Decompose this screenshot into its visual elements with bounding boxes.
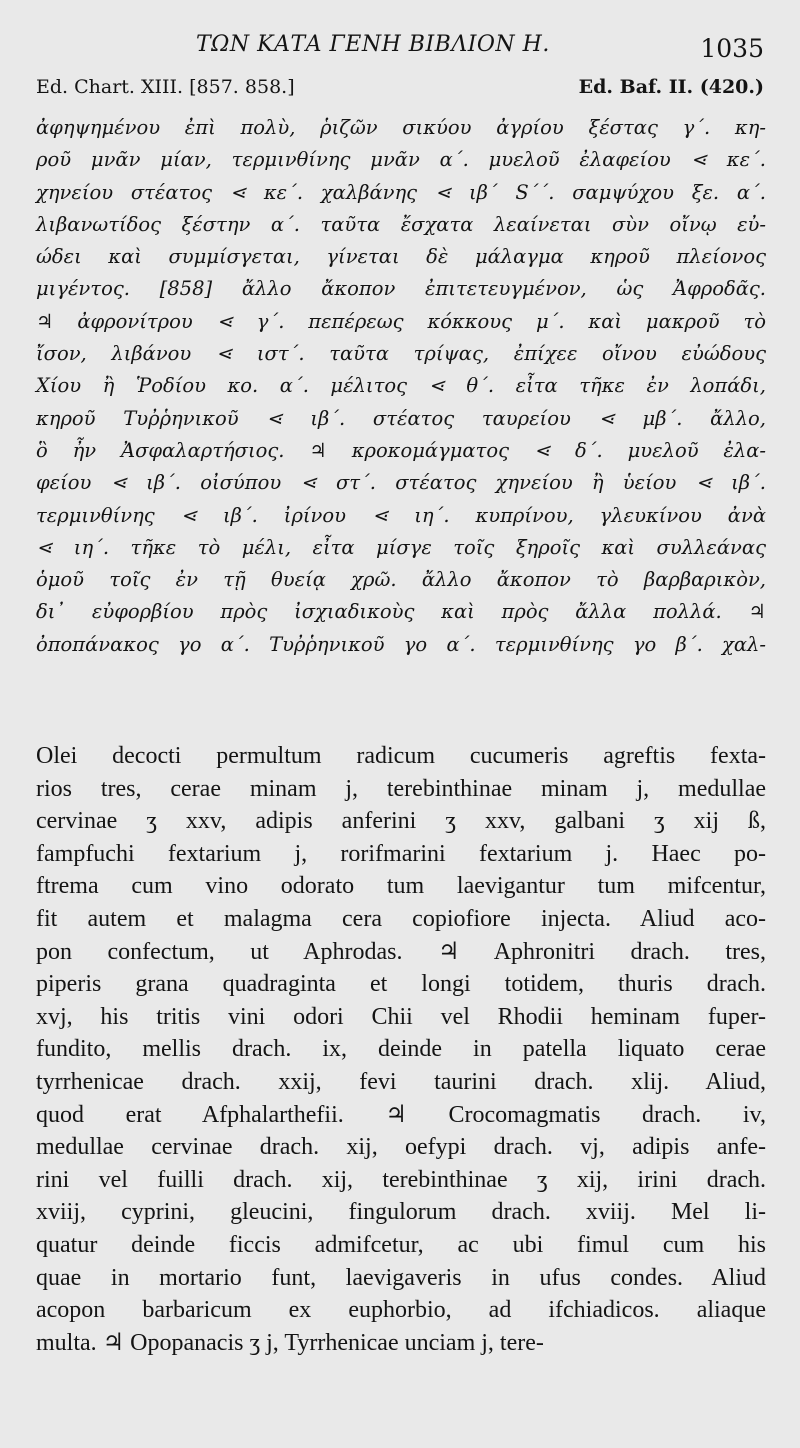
latin-line: medullae cervinae drach. xij, oefypi drach. vj, adipis anfe- — [36, 1134, 766, 1161]
latin-line: fundito, mellis drach. ix, deinde in patella liquato cerae — [36, 1036, 766, 1063]
greek-line: κηροῦ Τυῤῥηνικοῦ ⋖ ιβ΄. στέατος ταυρείου ⋖ μβ΄. ἄλλο, — [36, 406, 766, 430]
latin-line: xvj, his tritis vini odori Chii vel Rhodii heminam fuper- — [36, 1003, 766, 1030]
page-number: 1035 — [700, 34, 764, 63]
running-head-title: ΤΩΝ ΚΑΤΑ ΓΕΝΗ ΒΙΒΛΙΟΝ Η. — [196, 32, 550, 57]
greek-line: ἴσον, λιβάνου ⋖ ιστ΄. ταῦτα τρίψας, ἐπίχεε οἴνου εὐώδους — [36, 342, 766, 366]
greek-line: φείου ⋖ ιβ΄. οἰσύπου ⋖ στ΄. στέατος χηνείου ἢ ὑείου ⋖ ιβ΄. — [36, 471, 766, 495]
latin-line: cervinae ʒ xxv, adipis anferini ʒ xxv, galbani ʒ xij ß, — [36, 808, 766, 835]
edition-reference-line — [36, 76, 764, 106]
latin-line: quod erat Afphalarthefii. ♃ Crocomagmatis drach. iv, — [36, 1101, 766, 1128]
greek-line: ὃ ἦν Ἀσφαλαρτήσιος. ♃ κροκομάγματος ⋖ δ΄. μυελοῦ ἐλα- — [36, 438, 766, 462]
latin-line: xviij, cyprini, gleucini, fingulorum drach. xviij. Mel li- — [36, 1199, 766, 1226]
latin-line: quae in mortario funt, laevigaveris in ufus condes. Aliud — [36, 1264, 766, 1291]
greek-line: ὁμοῦ τοῖς ἐν τῇ θυείᾳ χρῶ. ἄλλο ἄκοπον τὸ βαρβαρικὸν, — [36, 568, 766, 592]
latin-line: tyrrhenicae drach. xxij, fevi taurini drach. xlij. Aliud, — [36, 1068, 766, 1095]
greek-text-block — [36, 112, 766, 661]
latin-line: fit autem et malagma cera copiofiore injecta. Aliud aco- — [36, 905, 766, 932]
greek-line: δι᾽ εὐφορβίου πρὸς ἰσχιαδικοὺς καὶ πρὸς ἄλλα πολλά. ♃ — [36, 600, 766, 624]
latin-line: quatur deinde ficcis admifcetur, ac ubi fimul cum his — [36, 1231, 766, 1258]
latin-line: ftrema cum vino odorato tum laevigantur tum mifcentur, — [36, 873, 766, 900]
latin-line: acopon barbaricum ex euphorbio, ad ifchiadicos. aliaque — [36, 1297, 766, 1324]
latin-line: multa. ♃ Opopanacis ʒ j, Tyrrhenicae unciam j, tere- — [36, 1329, 544, 1356]
latin-text-block — [36, 740, 766, 1359]
running-head — [0, 30, 800, 70]
latin-line: Olei decocti permultum radicum cucumeris agreftis fexta- — [36, 743, 766, 769]
greek-line: Χίου ἢ Ῥοδίου κο. α΄. μέλιτος ⋖ θ΄. εἶτα τῆκε ἐν λοπάδι, — [36, 374, 766, 398]
edition-chart-reference: Ed. Chart. XIII. [857. 858.] — [36, 76, 295, 98]
greek-line: ⋖ ιη΄. τῆκε τὸ μέλι, εἶτα μίσγε τοῖς ξηροῖς καὶ συλλεάνας — [36, 535, 766, 559]
edition-basel-reference: Ed. Baf. II. (420.) — [578, 76, 764, 98]
latin-line: pon confectum, ut Aphrodas. ♃ Aphronitri drach. tres, — [36, 938, 766, 965]
latin-line: fampfuchi fextarium j, rorifmarini fextarium j. Haec po- — [36, 840, 766, 867]
greek-line: ώδει καὶ συμμίσγεται, γίνεται δὲ μάλαγμα κηροῦ πλείονος — [36, 245, 766, 269]
greek-line: ροῦ μνᾶν μίαν, τερμινθίνης μνᾶν α΄. μυελοῦ ἐλαφείου ⋖ κε΄. — [36, 148, 766, 172]
greek-line: τερμινθίνης ⋖ ιβ΄. ἰρίνου ⋖ ιη΄. κυπρίνου, γλευκίνου ἀνὰ — [36, 503, 766, 527]
greek-line: λιβανωτίδος ξέστην α΄. ταῦτα ἔσχατα λεαίνεται σὺν οἴνῳ εὐ- — [36, 212, 766, 236]
greek-line: μιγέντος. [858] ἄλλο ἄκοπον ἐπιτετευγμένον, ὡς Ἀφροδᾶς. — [36, 277, 766, 301]
greek-line: ὀποπάνακος γο α΄. Τυῤῥηνικοῦ γο α΄. τερμινθίνης γο β΄. χαλ- — [36, 632, 766, 656]
latin-line: rios tres, cerae minam j, terebinthinae minam j, medullae — [36, 775, 766, 802]
greek-line: ἀφηψημένου ἐπὶ πολὺ, ῥιζῶν σικύου ἀγρίου ξέστας γ΄. κη- — [36, 116, 766, 139]
latin-line: piperis grana quadraginta et longi totidem, thuris drach. — [36, 971, 766, 998]
greek-line: χηνείου στέατος ⋖ κε΄. χαλβάνης ⋖ ιβ΄ S΄΄. σαμψύχου ξε. α΄. — [36, 180, 766, 204]
greek-line: ♃ ἀφρονίτρου ⋖ γ΄. πεπέρεως κόκκους μ΄. καὶ μακροῦ τὸ — [36, 309, 766, 333]
latin-line: rini vel fuilli drach. xij, terebinthinae ʒ xij, irini drach. — [36, 1166, 766, 1193]
